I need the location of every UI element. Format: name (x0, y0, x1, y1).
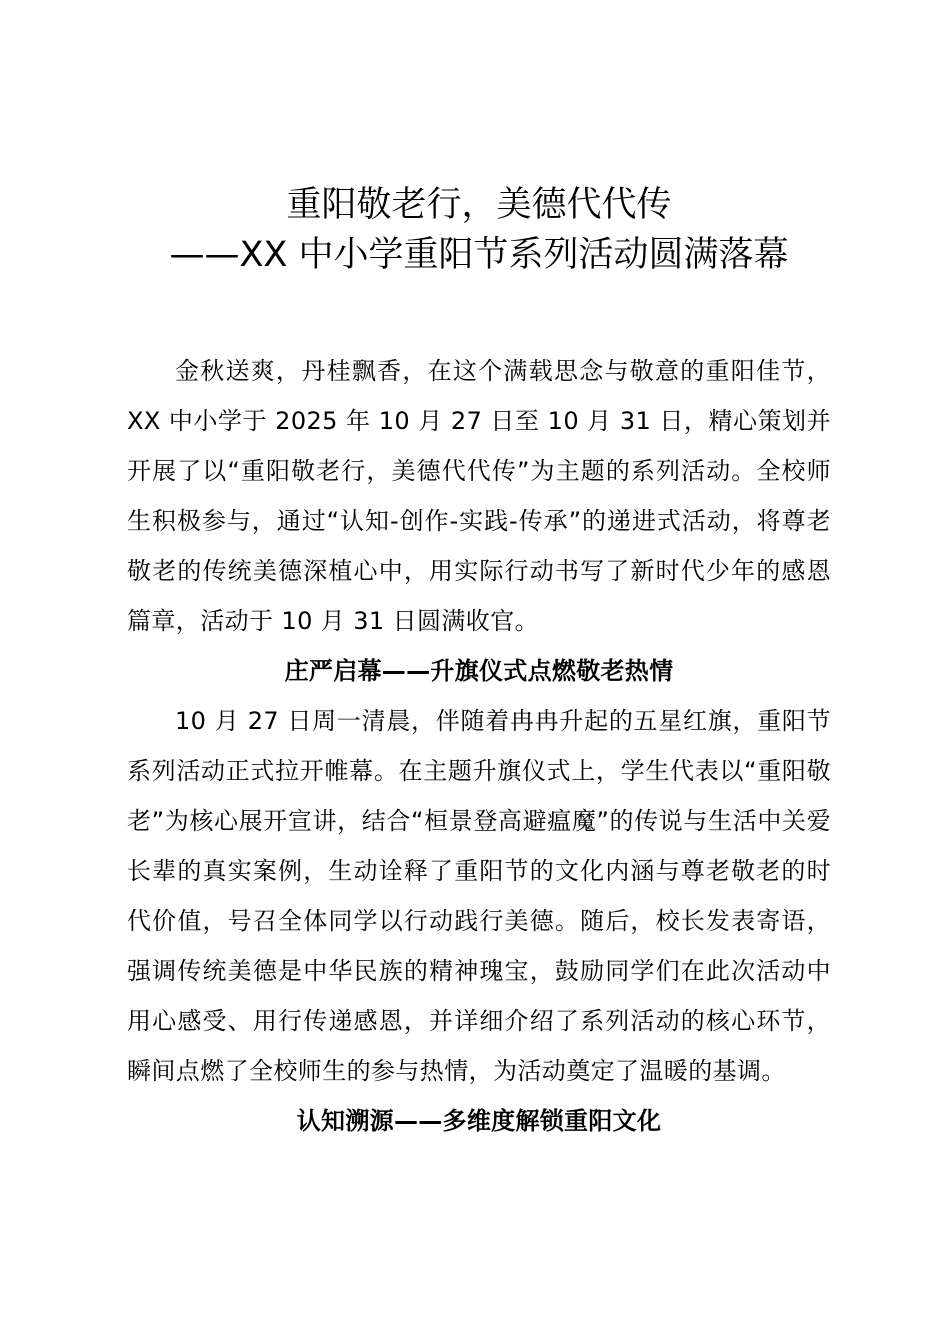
document-subtitle: ——XX 中小学重阳节系列活动圆满落幕 (169, 235, 789, 275)
intro-paragraph: 金秋送爽，丹桂飘香，在这个满载思念与敬意的重阳佳节，XX 中小学于 2025 年 10 月 27 日至 10 月 31 日，精心策划并开展了以“重阳敬老行，美德代代传”为主题的系列活动。全校师生积极参与，通过“认知-创作-实践-传承”的递进式活动，将尊老敬老的传统美德深植心中，用实际行动书写了新时代少年的感恩篇章，活动于 10 月 31 日圆满收官。 (127, 357, 831, 635)
section-paragraph-opening: 10 月 27 日周一清晨，伴随着冉冉升起的五星红旗，重阳节系列活动正式拉开帷幕。在主题升旗仪式上，学生代表以“重阳敬老”为核心展开宣讲，结合“桓景登高避瘟魔”的传说与生活中关爱长辈的真实案例，生动诠释了重阳节的文化内涵与尊老敬老的时代价值，号召全体同学以行动践行美德。随后，校长发表寄语，强调传统美德是中华民族的精神瑰宝，鼓励同学们在此次活动中用心感受、用行传递感恩，并详细介绍了系列活动的核心环节，瞬间点燃了全校师生的参与热情，为活动奠定了温暖的基调。 (127, 707, 831, 1085)
document-page (127, 180, 831, 1146)
section-heading-opening: 庄严启幕——升旗仪式点燃敬老热情 (284, 657, 674, 685)
title-block (127, 180, 831, 280)
section-heading-culture: 认知溯源——多维度解锁重阳文化 (296, 1107, 662, 1135)
document-title: 重阳敬老行，美德代代传 (286, 185, 672, 225)
